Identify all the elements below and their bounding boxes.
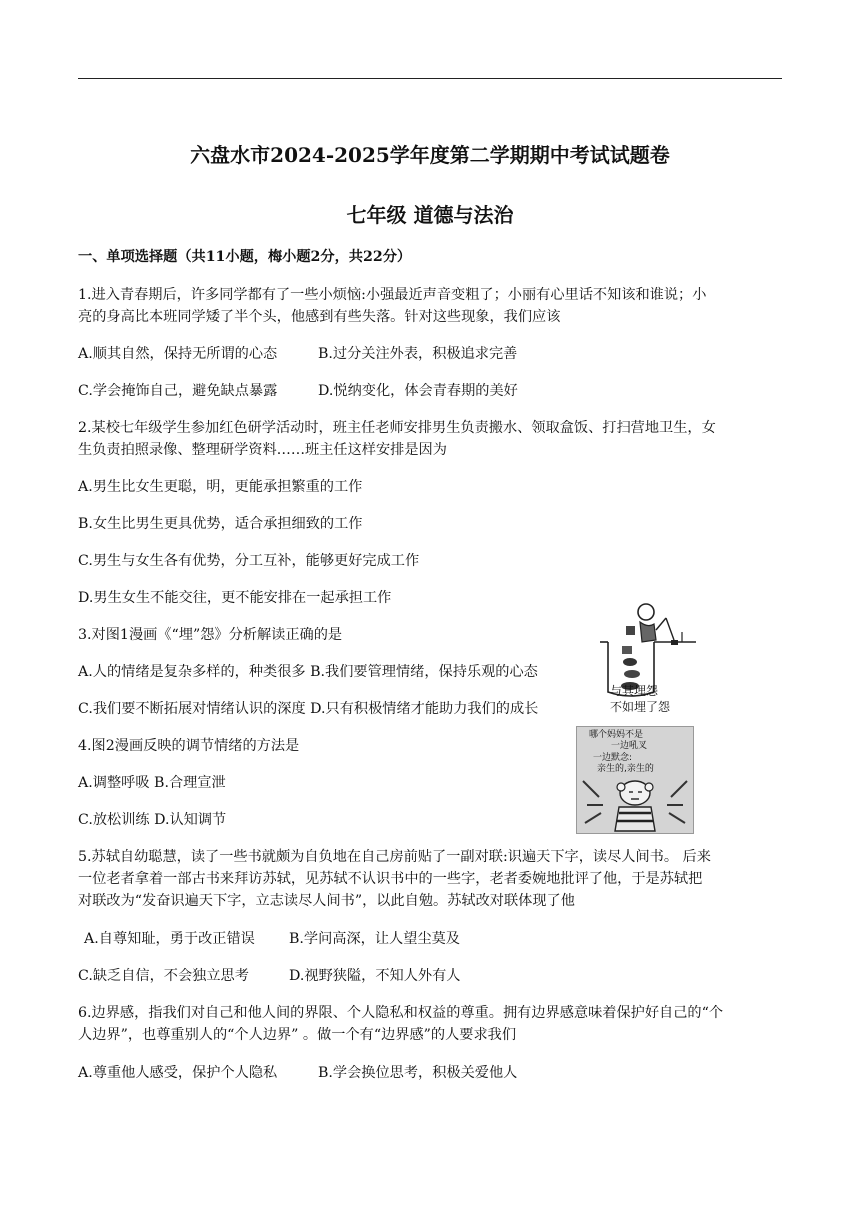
exam-subtitle: 七年级 道德与法治 bbox=[346, 203, 514, 227]
q1-stem-line1: 1.进入青春期后，许多同学都有了一些小烦恼:小强最近声音变粗了；小丽有心里话不知该和谁说；小 bbox=[78, 287, 707, 303]
section-heading: 一、单项选择题（共11小题，梅小题2分，共22分） bbox=[78, 249, 412, 265]
figure2-text-line4: 亲生的,亲生的 bbox=[597, 764, 654, 774]
q2-option-c: C.男生与女生各有优势，分工互补，能够更好完成工作 bbox=[78, 553, 420, 569]
q1-option-d: D.悦纳变化，体会青春期的美好 bbox=[318, 383, 518, 399]
q6-option-a: A.尊重他人感受，保护个人隐私 bbox=[78, 1065, 278, 1081]
q2-stem-line2: 生负责拍照录像、整理研学资料……班主任这样安排是因为 bbox=[78, 442, 447, 458]
q6-stem-line2: 人边界”，也尊重别人的“个人边界” 。做一个有“边界感”的人要求我们 bbox=[78, 1027, 517, 1043]
q1-option-a: A.顺其自然，保持无所谓的心态 bbox=[78, 346, 278, 362]
q4-stem: 4.图2漫画反映的调节情绪的方法是 bbox=[78, 738, 300, 754]
q5-stem-line3: 对联改为“发奋识遍天下字，立志读尽人间书”，以此自勉。苏轼改对联体现了他 bbox=[78, 893, 575, 909]
q5-option-d: D.视野狭隘，不知人外有人 bbox=[289, 968, 461, 984]
q5-option-b: B.学问高深，让人望尘莫及 bbox=[289, 931, 460, 947]
q2-option-a: A.男生比女生更聪，明，更能承担繁重的工作 bbox=[78, 479, 363, 495]
q1-option-b: B.过分关注外表，积极追求完善 bbox=[318, 346, 518, 362]
figure1-caption-line2: 不如埋了怨 bbox=[610, 700, 671, 714]
figure2-drawing bbox=[577, 775, 693, 833]
q3-options-ab: A.人的情绪是复杂多样的，种类很多 B.我们要管理情绪，保持乐观的心态 bbox=[78, 664, 538, 680]
q1-stem-line2: 亮的身高比本班同学矮了半个头，他感到有些失落。针对这些现象，我们应该 bbox=[78, 309, 561, 325]
q6-stem-line1: 6.边界感，指我们对自己和他人间的界限、个人隐私和权益的尊重。拥有边界感意味着保护好自己的“个 bbox=[78, 1005, 724, 1021]
q3-options-cd: C.我们要不断拓展对情绪认识的深度 D.只有积极情绪才能助力我们的成长 bbox=[78, 701, 539, 717]
q3-stem: 3.对图1漫画《“埋”怨》分析解读正确的是 bbox=[78, 627, 343, 643]
figure2-text-line2: 一边吼叉 bbox=[611, 741, 648, 751]
q2-option-b: B.女生比男生更具优势，适合承担细致的工作 bbox=[78, 516, 363, 532]
q4-options-cd: C.放松训练 D.认知调节 bbox=[78, 812, 227, 828]
exam-title: 六盘水市2024-2025学年度第二学期期中考试试题卷 bbox=[190, 143, 670, 167]
q4-options-ab: A.调整呼吸 B.合理宣泄 bbox=[78, 775, 226, 791]
q1-option-c: C.学会掩饰自己，避免缺点暴露 bbox=[78, 383, 278, 399]
header-rule bbox=[78, 78, 782, 79]
q5-stem-line1: 5.苏轼自幼聪慧，读了一些书就颇为自负地在自己房前贴了一副对联:识遍天下字，读尽人间书。 后来 bbox=[78, 849, 711, 865]
figure1-cartoon bbox=[596, 600, 708, 718]
q5-option-c: C.缺乏自信，不会独立思考 bbox=[78, 968, 249, 984]
figure2-text-line3: 一边默念: bbox=[593, 753, 633, 763]
q6-option-b: B.学会换位思考，积极关爱他人 bbox=[318, 1065, 518, 1081]
figure2-text-line1: 哪个妈妈不是 bbox=[589, 730, 644, 740]
figure1-caption-line1: 与其埋怨 bbox=[610, 684, 659, 698]
q2-stem-line1: 2.某校七年级学生参加红色研学活动时，班主任老师安排男生负责搬水、领取盒饭、打扫营地卫生，女 bbox=[78, 420, 716, 436]
figure2-cartoon bbox=[576, 726, 694, 834]
q5-option-a: A.自尊知耻，勇于改正错误 bbox=[84, 931, 255, 947]
q2-option-d: D.男生女生不能交往，更不能安排在一起承担工作 bbox=[78, 590, 392, 606]
q5-stem-line2: 一位老者拿着一部古书来拜访苏轼，见苏轼不认识书中的一些字，老者委婉地批评了他，于是苏轼把 bbox=[78, 871, 703, 887]
